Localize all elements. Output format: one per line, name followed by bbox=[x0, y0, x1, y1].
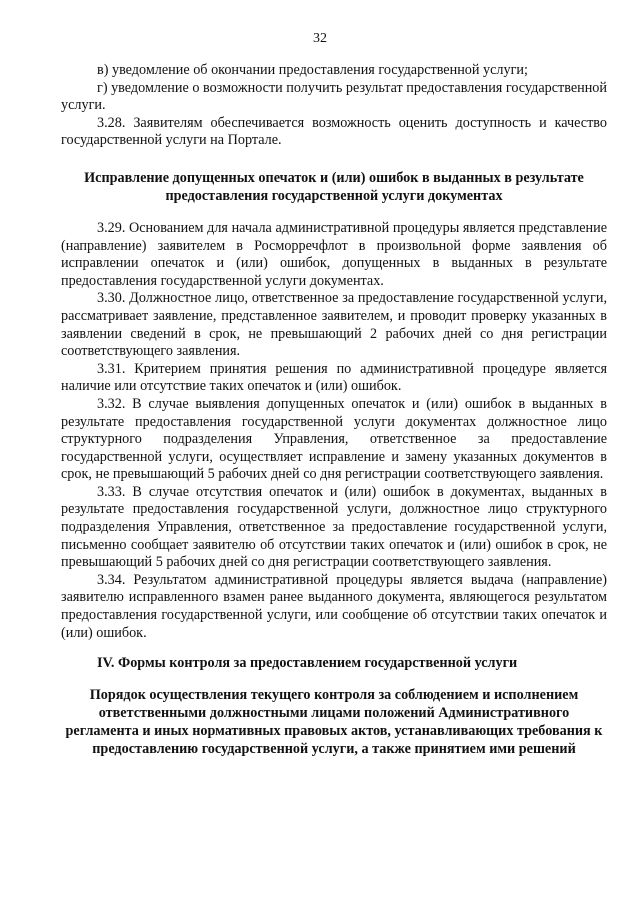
paragraph-3-28: 3.28. Заявителям обеспечивается возможность оценить доступность и качество государственной услуги на Портале. bbox=[61, 114, 607, 149]
section-heading-corrections: Исправление допущенных опечаток и (или) ошибок в выданных в результате предоставления государственной услуги документах bbox=[84, 169, 584, 204]
page-content bbox=[61, 62, 607, 758]
paragraph-notification-result: г) уведомление о возможности получить результат предоставления государственной услуги. bbox=[61, 79, 607, 114]
paragraph-3-30: 3.30. Должностное лицо, ответственное за предоставление государственной услуги, рассматривает заявление, представленное заявителем, и проводит проверку указанных в заявлении сведений в срок, не превышающий 2 рабочих дней со дня регистрации соответствующего заявления. bbox=[61, 290, 607, 360]
paragraph-3-29: 3.29. Основанием для начала административной процедуры является представление (направление) заявителем в Росморречфлот в произвольной форме заявления об исправлении опечаток и (или) ошибок, допущенных в выданных в результате предоставления государственной услуги документах. bbox=[61, 219, 607, 289]
paragraph-notification-end: в) уведомление об окончании предоставления государственной услуги; bbox=[97, 62, 528, 78]
chapter-heading-iv: IV. Формы контроля за предоставлением государственной услуги bbox=[97, 655, 518, 672]
subsection-heading-control: Порядок осуществления текущего контроля за соблюдением и исполнением ответственными должностными лицами положений Административного регламента и иных нормативных правовых актов, устанавливающих требования к предоставлению государственной услуги, а также принятием ими решений bbox=[65, 687, 603, 758]
paragraph-3-31: 3.31. Критерием принятия решения по административной процедуре является наличие или отсутствие таких опечаток и (или) ошибок. bbox=[61, 360, 607, 395]
paragraph-3-34: 3.34. Результатом административной процедуры является выдача (направление) заявителю исправленного взамен ранее выданного документа, являющегося результатом предоставления государственной услуги, или сообщение об отсутствии таких опечаток и (или) ошибок. bbox=[61, 571, 607, 641]
page-number: 32 bbox=[313, 31, 327, 46]
paragraph-3-32: 3.32. В случае выявления допущенных опечаток и (или) ошибок в выданных в результате предоставления государственной услуги документах должностное лицо структурного подразделения Управления, ответственное за предоставление государственной услуги, осуществляет исправление и замену указанных документов в срок, не превышающий 5 рабочих дней со дня регистрации соответствующего заявления. bbox=[61, 395, 607, 483]
paragraph-3-33: 3.33. В случае отсутствия опечаток и (или) ошибок в документах, выданных в результате предоставления государственной услуги, должностное лицо структурного подразделения Управления, ответственное за предоставление государственной услуги, письменно сообщает заявителю об отсутствии таких опечаток и (или) ошибок в срок, не превышающий 5 рабочих дней со дня регистрации соответствующего заявления. bbox=[61, 483, 607, 571]
